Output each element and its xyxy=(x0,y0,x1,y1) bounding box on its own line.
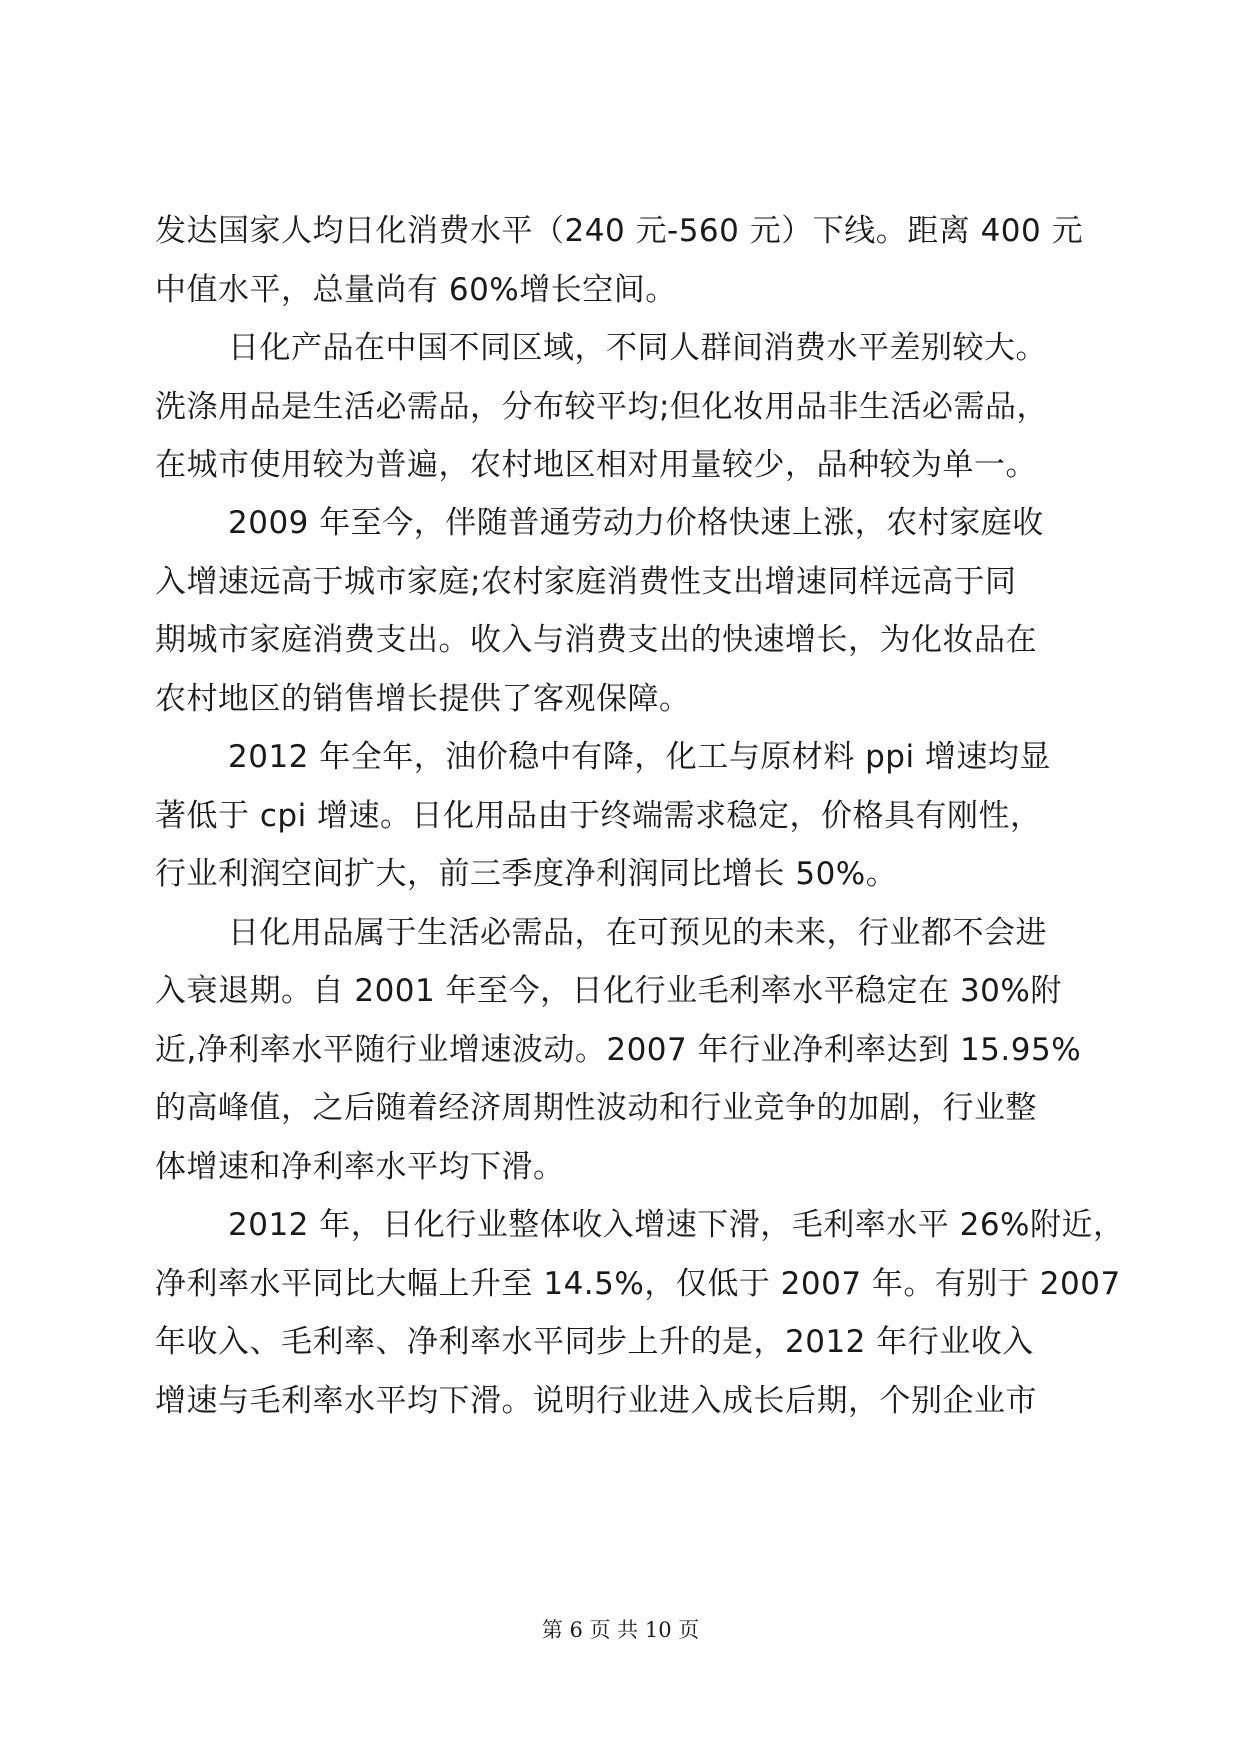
body-line: 增速与毛利率水平均下滑。说明行业进入成长后期，个别企业市 xyxy=(155,1383,1037,1419)
paragraph-first-line: 2009 年至今，伴随普通劳动力价格快速上涨，农村家庭收 xyxy=(228,505,1044,541)
body-line: 行业利润空间扩大，前三季度净利润同比增长 50%。 xyxy=(155,856,898,892)
body-line: 中值水平，总量尚有 60%增长空间。 xyxy=(155,272,677,308)
body-line: 发达国家人均日化消费水平（240 元-560 元）下线。距离 400 元 xyxy=(155,213,1084,249)
body-line: 著低于 cpi 增速。日化用品由于终端需求稳定，价格具有刚性， xyxy=(155,798,1042,834)
body-line: 期城市家庭消费支出。收入与消费支出的快速增长，为化妆品在 xyxy=(155,622,1037,658)
body-line: 的高峰值，之后随着经济周期性波动和行业竞争的加剧，行业整 xyxy=(155,1090,1037,1126)
body-line: 在城市使用较为普遍，农村地区相对用量较少，品种较为单一。 xyxy=(155,447,1037,483)
paragraph-first-line: 2012 年，日化行业整体收入增速下滑，毛利率水平 26%附近， xyxy=(228,1207,1125,1243)
body-line: 净利率水平同比大幅上升至 14.5%，仅低于 2007 年。有别于 2007 xyxy=(155,1266,1121,1302)
body-line: 近,净利率水平随行业增速波动。2007 年行业净利率达到 15.95% xyxy=(155,1032,1082,1068)
paragraph-first-line: 日化产品在中国不同区域，不同人群间消费水平差别较大。 xyxy=(228,330,1047,366)
body-line: 入增速远高于城市家庭;农村家庭消费性支出增速同样远高于同 xyxy=(155,564,1017,600)
body-line: 入衰退期。自 2001 年至今，日化行业毛利率水平稳定在 30%附 xyxy=(155,973,1062,1009)
paragraph-first-line: 日化用品属于生活必需品，在可预见的未来，行业都不会进 xyxy=(228,915,1047,951)
body-line: 年收入、毛利率、净利率水平同步上升的是，2012 年行业收入 xyxy=(155,1324,1034,1360)
body-line: 洗涤用品是生活必需品，分布较平均;但化妆用品非生活必需品， xyxy=(155,389,1048,425)
body-line: 体增速和净利率水平均下滑。 xyxy=(155,1149,565,1185)
paragraph-first-line: 2012 年全年，油价稳中有降，化工与原材料 ppi 增速均显 xyxy=(228,739,1051,775)
page-number-footer: 第 6 页 共 10 页 xyxy=(541,1618,700,1642)
body-line: 农村地区的销售增长提供了客观保障。 xyxy=(155,681,691,717)
